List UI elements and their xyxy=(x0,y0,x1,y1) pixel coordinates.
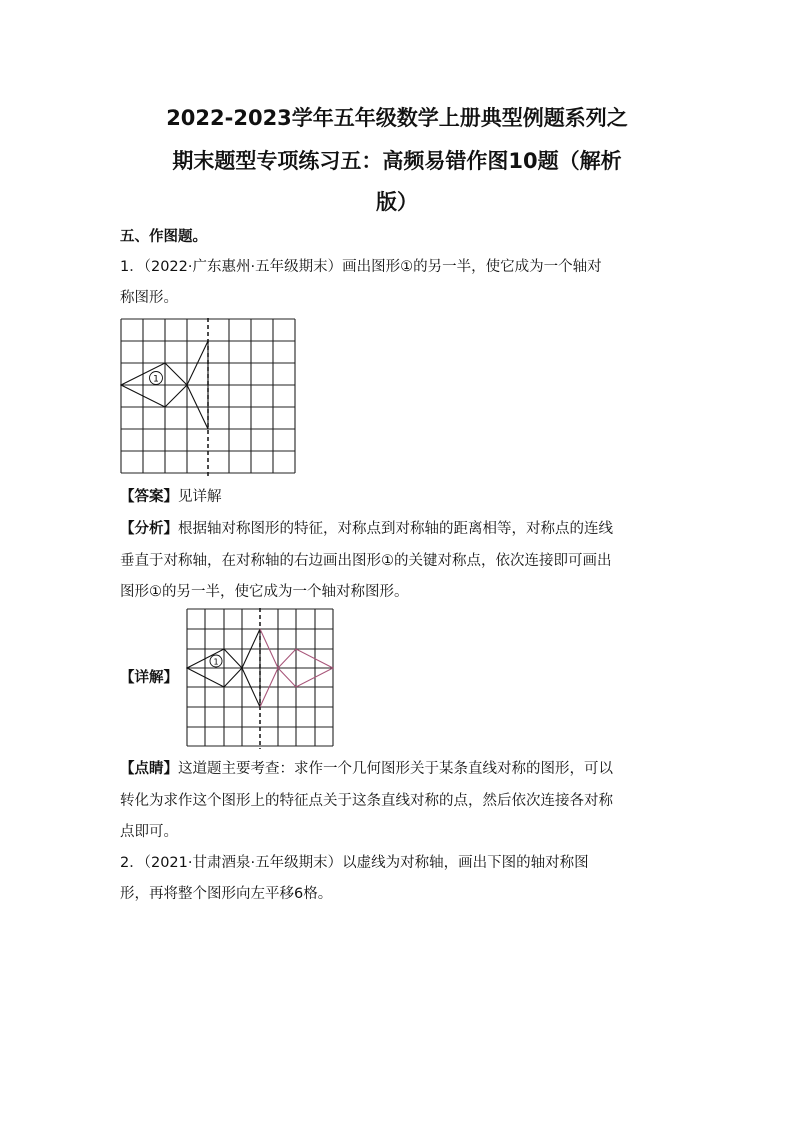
q1-comment-line-2: 转化为求作这个图形上的特征点关于这条直线对称的点，然后依次连接各对称 xyxy=(120,793,613,809)
solution-shape-label: 1 xyxy=(213,657,219,667)
q1-grid-figure xyxy=(120,318,298,478)
q1-analysis-line-2: 垂直于对称轴，在对称轴的右边画出图形①的关键对称点，依次连接即可画出 xyxy=(120,553,612,569)
title-line-3: 版） xyxy=(376,190,418,214)
analysis-text-1: 根据轴对称图形的特征，对称点到对称轴的距离相等，对称点的连线 xyxy=(178,521,613,537)
q1-solution-figure xyxy=(186,608,336,752)
section-heading: 五、作图题。 xyxy=(120,229,207,245)
q1-analysis-line-3: 图形①的另一半，使它成为一个轴对称图形。 xyxy=(120,584,409,600)
q2-text-line-1: 2．（2021·甘肃酒泉·五年级期末）以虚线为对称轴，画出下图的轴对称图 xyxy=(120,855,589,871)
q1-shape-label-circle xyxy=(150,372,163,385)
q1-text-line-2: 称图形。 xyxy=(120,290,178,306)
q1-answer xyxy=(120,482,676,513)
q1-analysis-line-1 xyxy=(120,514,676,545)
detail-tag: 【详解】 xyxy=(120,670,178,686)
analysis-tag: 【分析】 xyxy=(120,521,178,537)
title-line-2: 期末题型专项练习五：高频易错作图10题（解析 xyxy=(172,149,622,173)
solution-shape-label-circle xyxy=(210,655,222,667)
q1-comment-line-3: 点即可。 xyxy=(120,824,178,840)
answer-text: 见详解 xyxy=(178,489,222,505)
q1-shape-label: 1 xyxy=(153,374,159,385)
comment-text-1: 这道题主要考查：求作一个几何图形关于某条直线对称的图形，可以 xyxy=(178,761,613,777)
comment-tag: 【点睛】 xyxy=(120,761,178,777)
q1-text-line-1: 1．（2022·广东惠州·五年级期末）画出图形①的另一半，使它成为一个轴对 xyxy=(120,259,602,275)
title-line-1: 2022-2023学年五年级数学上册典型例题系列之 xyxy=(166,106,628,130)
q1-comment-line-1 xyxy=(120,754,676,785)
q2-text-line-2: 形，再将整个图形向左平移6格。 xyxy=(120,886,333,902)
answer-tag: 【答案】 xyxy=(120,489,178,505)
